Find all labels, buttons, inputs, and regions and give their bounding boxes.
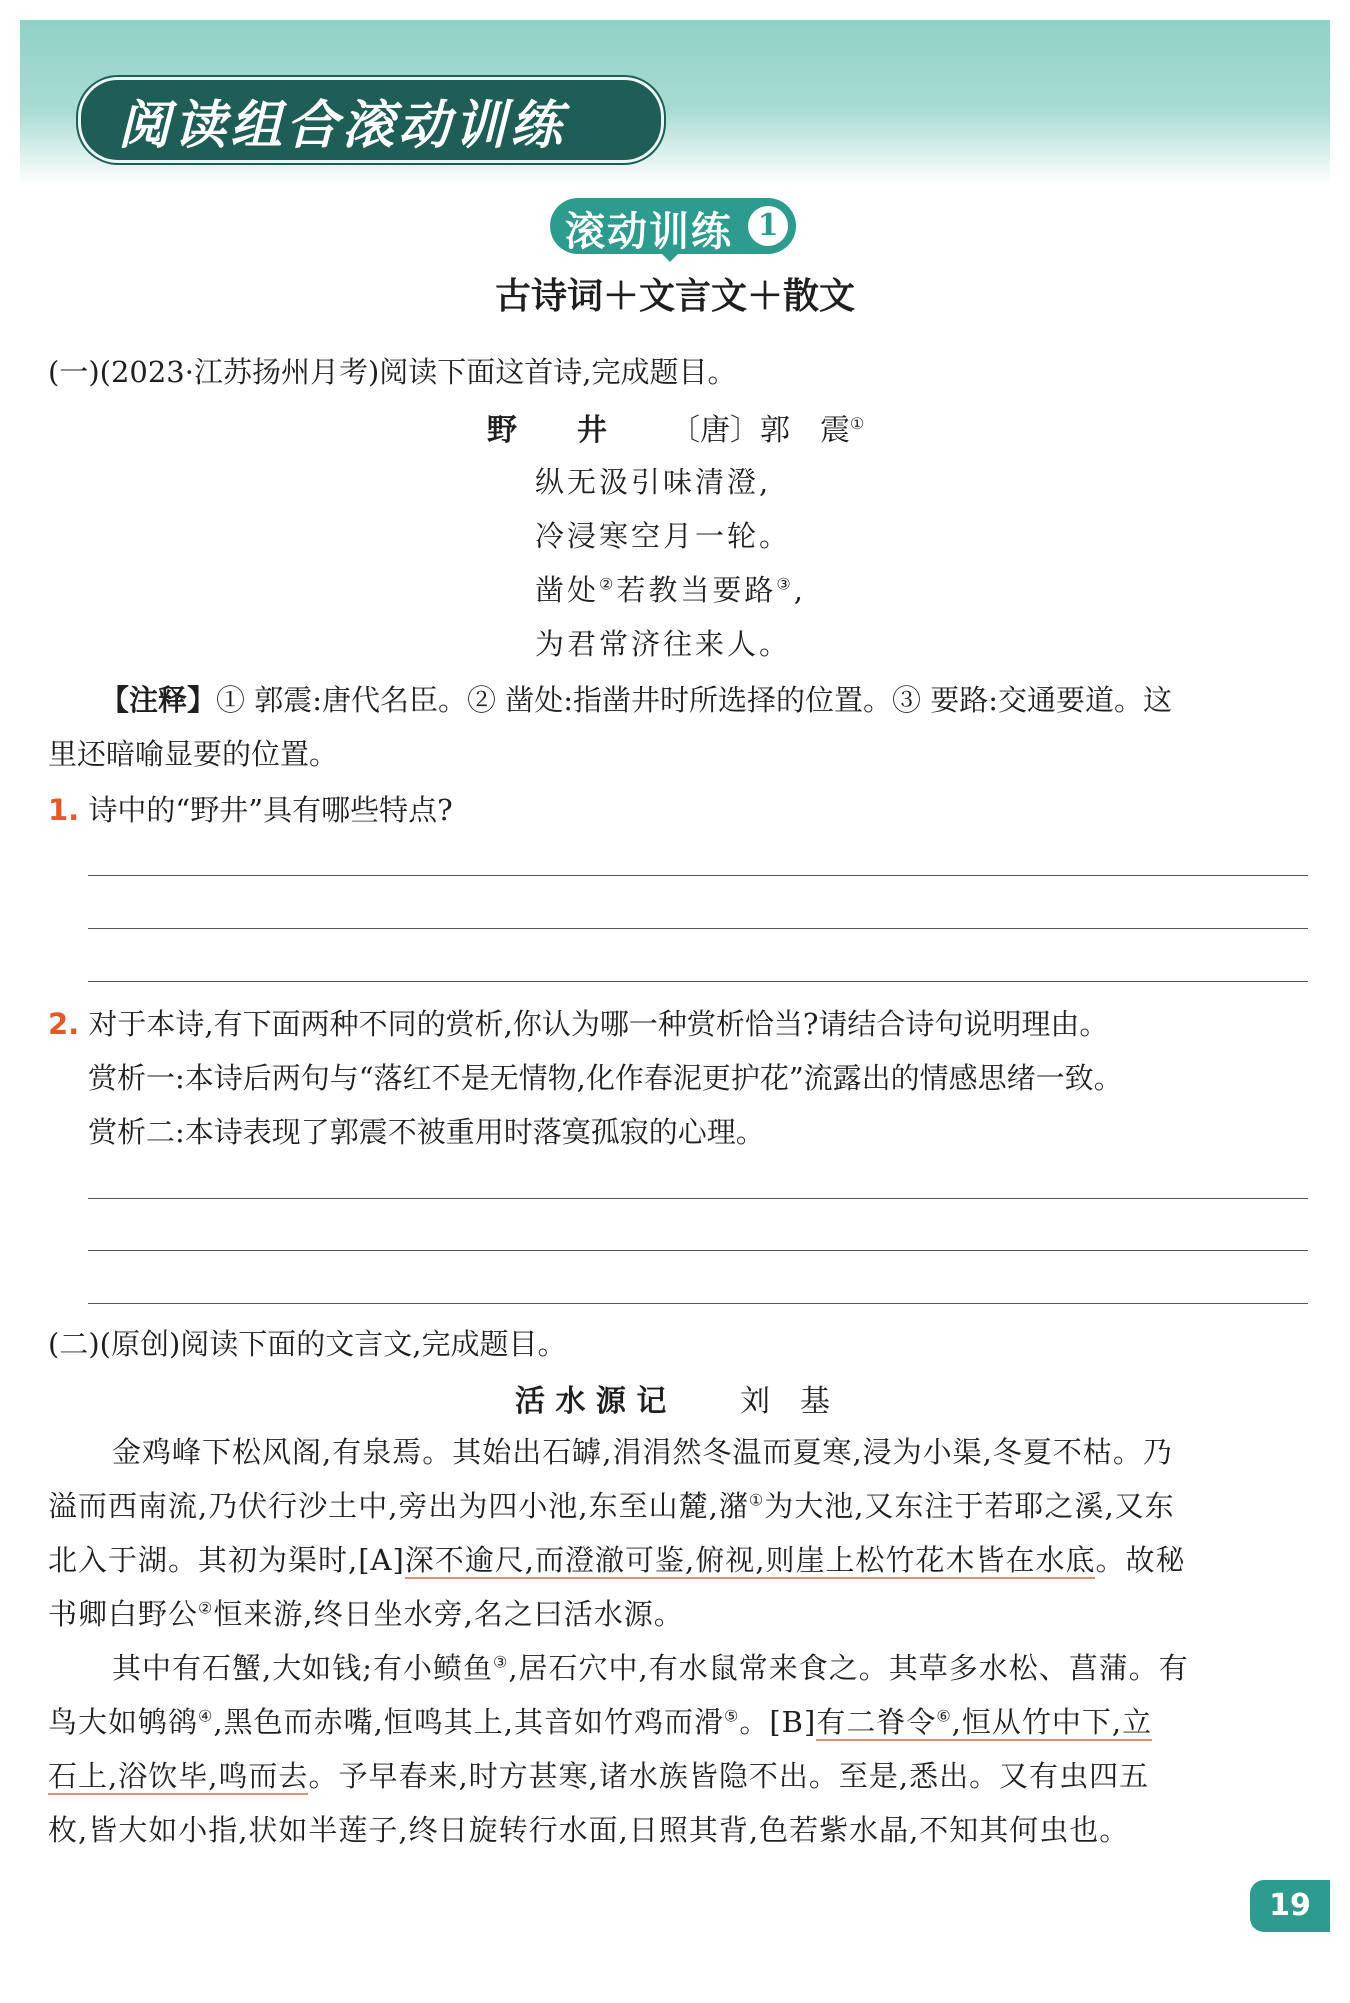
paragraph-1-line-4: 书卿白野公②恒来游,终日坐水旁,名之曰活水源。 [48,1597,684,1631]
poem-author: 〔唐〕郭 震① [670,413,865,448]
question-2-option-1: 赏析一:本诗后两句与“落红不是无情物,化作春泥更护花”流露出的情感思绪一致。 [88,1061,1123,1095]
poem-line-2: 冷浸寒空月一轮。 [535,519,792,553]
page-title: 阅读组合滚动训练 [118,96,567,156]
paragraph-2-line-2: 鸟大如鸲鹆④,黑色而赤嘴,恒鸣其上,其音如竹鸡而滑⑤。[B]有二脊令⑥,恒从竹中下,立 [48,1705,1153,1739]
answer-line[interactable] [88,1198,1308,1199]
text-title: 活 水 源 记 [515,1384,667,1419]
annotation-line-2: 里还暗喻显要的位置。 [48,737,339,771]
badge-tail [660,252,680,262]
answer-line[interactable] [88,875,1308,876]
poem-line-1: 纵无汲引味清澄, [535,465,772,499]
paragraph-1-line-1: 金鸡峰下松风阁,有泉焉。其始出石罅,涓涓然冬温而夏寒,浸为小渠,冬夏不枯。乃 [112,1435,1173,1469]
poem-title: 野 井 [487,413,607,448]
answer-line[interactable] [88,981,1308,982]
underlined-sentence-b: 有二脊令⑥,恒从竹中下,立 [816,1705,1153,1739]
underlined-sentence-b-cont: 石上,浴饮毕,鸣而去 [48,1759,309,1793]
badge-number: 1 [748,206,788,246]
paragraph-2-line-1: 其中有石蟹,大如钱;有小鲼鱼③,居石穴中,有水鼠常来食之。其草多水松、菖蒲。有 [112,1651,1189,1685]
section2-intro: (二)(原创)阅读下面的文言文,完成题目。 [48,1327,567,1361]
poem-line-3: 凿处②若教当要路③, [535,573,806,607]
paragraph-2-line-4: 枚,皆大如小指,状如半莲子,终日旋转行水面,日照其背,色若紫水晶,不知其何虫也。 [48,1813,1130,1847]
paragraph-1-line-2: 溢而西南流,乃伏行沙土中,旁出为四小池,东至山麓,潴①为大池,又东注于若耶之溪,又东 [48,1489,1175,1523]
page-number: 19 [1250,1880,1330,1932]
badge-text: 滚动训练 [565,208,733,255]
answer-line[interactable] [88,1303,1308,1304]
question-1: 1. 诗中的“野井”具有哪些特点? [48,793,453,827]
annotation-line-1: 【注释】① 郭震:唐代名臣。② 凿处:指凿井时所选择的位置。③ 要路:交通要道。这 [100,683,1172,717]
question-2: 2. 对于本诗,有下面两种不同的赏析,你认为哪一种赏析恰当?请结合诗句说明理由。 [48,1007,1109,1041]
paragraph-1-line-3: 北入于湖。其初为渠时,[A]深不逾尺,而澄澈可鉴,俯视,则崖上松竹花木皆在水底。故秘 [48,1543,1186,1577]
poem-line-4: 为君常济往来人。 [535,627,792,661]
text-author: 刘 基 [740,1384,830,1419]
paragraph-2-line-3: 石上,浴饮毕,鸣而去。予早春来,时方甚寒,诸水族皆隐不出。至是,悉出。又有虫四五 [48,1759,1150,1793]
answer-line[interactable] [88,928,1308,929]
underlined-sentence-a: 深不逾尺,而澄澈可鉴,俯视,则崖上松竹花木皆在水底 [404,1543,1096,1577]
subtitle: 古诗词＋文言文＋散文 [494,275,855,317]
section1-intro: (一)(2023·江苏扬州月考)阅读下面这首诗,完成题目。 [48,355,737,389]
question-2-option-2: 赏析二:本诗表现了郭震不被重用时落寞孤寂的心理。 [88,1115,765,1149]
answer-line[interactable] [88,1250,1308,1251]
